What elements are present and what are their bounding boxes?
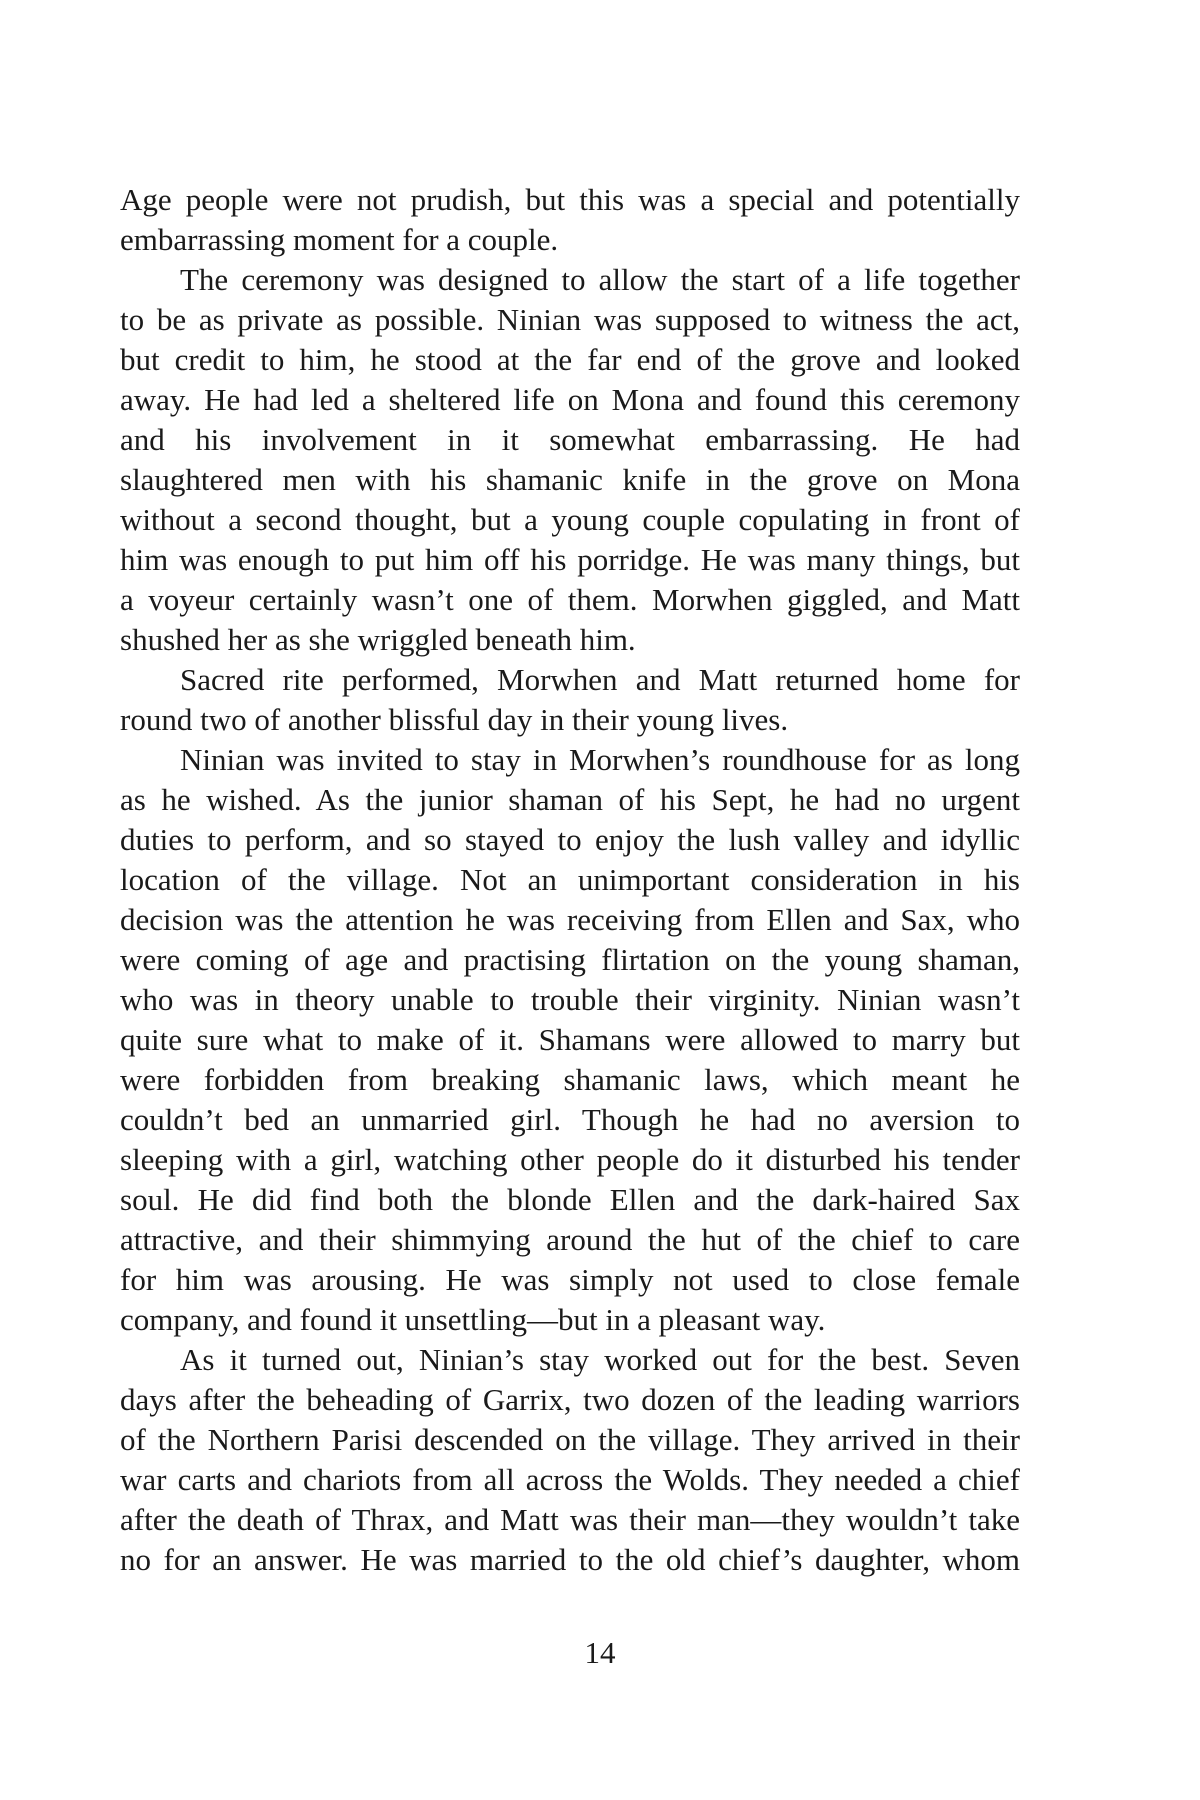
body-text-line: soul. He did find both the blonde Ellen and the dark-haired Sax — [120, 1182, 1020, 1217]
page-number: 14 — [584, 1635, 616, 1670]
body-text-line: The ceremony was designed to allow the start of a life together — [180, 262, 1020, 297]
body-text-line: were forbidden from breaking shamanic laws, which meant he — [120, 1062, 1020, 1097]
body-text-line: him was enough to put him off his porridge. He was many things, but — [120, 542, 1020, 577]
body-text-line: and his involvement in it somewhat embarrassing. He had — [120, 422, 1020, 457]
body-text-line: away. He had led a sheltered life on Mona and found this ceremony — [120, 382, 1020, 417]
body-text-line: war carts and chariots from all across the Wolds. They needed a chief — [120, 1462, 1020, 1497]
body-text-line: no for an answer. He was married to the old chief’s daughter, whom — [120, 1542, 1020, 1577]
body-text-line: location of the village. Not an unimportant consideration in his — [120, 862, 1020, 897]
body-text-line: were coming of age and practising flirtation on the young shaman, — [120, 942, 1020, 977]
body-text-line: decision was the attention he was receiving from Ellen and Sax, who — [120, 902, 1020, 937]
body-text-line: duties to perform, and so stayed to enjoy the lush valley and idyllic — [120, 822, 1020, 857]
body-text-line: couldn’t bed an unmarried girl. Though he had no aversion to — [120, 1102, 1020, 1137]
body-text-line: sleeping with a girl, watching other people do it disturbed his tender — [120, 1142, 1020, 1177]
body-text-line: to be as private as possible. Ninian was supposed to witness the act, — [120, 302, 1020, 337]
body-text-line: a voyeur certainly wasn’t one of them. Morwhen giggled, and Matt — [120, 582, 1020, 617]
body-text-line: days after the beheading of Garrix, two dozen of the leading warriors — [120, 1382, 1020, 1417]
body-text-line: round two of another blissful day in their young lives. — [120, 702, 789, 737]
body-text-line: quite sure what to make of it. Shamans were allowed to marry but — [120, 1022, 1020, 1057]
body-text-line: company, and found it unsettling—but in a pleasant way. — [120, 1302, 826, 1337]
body-text-line: as he wished. As the junior shaman of his Sept, he had no urgent — [120, 782, 1020, 817]
body-text-line: without a second thought, but a young couple copulating in front of — [120, 502, 1020, 537]
body-text-line: Ninian was invited to stay in Morwhen’s roundhouse for as long — [180, 742, 1020, 777]
body-text-line: Age people were not prudish, but this was a special and potentially — [120, 182, 1020, 217]
body-text-line: slaughtered men with his shamanic knife in the grove on Mona — [120, 462, 1020, 497]
body-text-line: for him was arousing. He was simply not used to close female — [120, 1262, 1020, 1297]
body-text-line: of the Northern Parisi descended on the village. They arrived in their — [120, 1422, 1020, 1457]
body-text-line: who was in theory unable to trouble their virginity. Ninian wasn’t — [120, 982, 1020, 1017]
body-text-line: embarrassing moment for a couple. — [120, 222, 559, 257]
body-text-line: but credit to him, he stood at the far end of the grove and looked — [120, 342, 1020, 377]
page-body — [120, 180, 1020, 1580]
body-text-line: attractive, and their shimmying around the hut of the chief to care — [120, 1222, 1020, 1257]
body-text-line: shushed her as she wriggled beneath him. — [120, 622, 636, 657]
body-text-line: Sacred rite performed, Morwhen and Matt returned home for — [180, 662, 1020, 697]
body-text-line: As it turned out, Ninian’s stay worked out for the best. Seven — [180, 1342, 1020, 1377]
body-text-line: after the death of Thrax, and Matt was their man—they wouldn’t take — [120, 1502, 1020, 1537]
